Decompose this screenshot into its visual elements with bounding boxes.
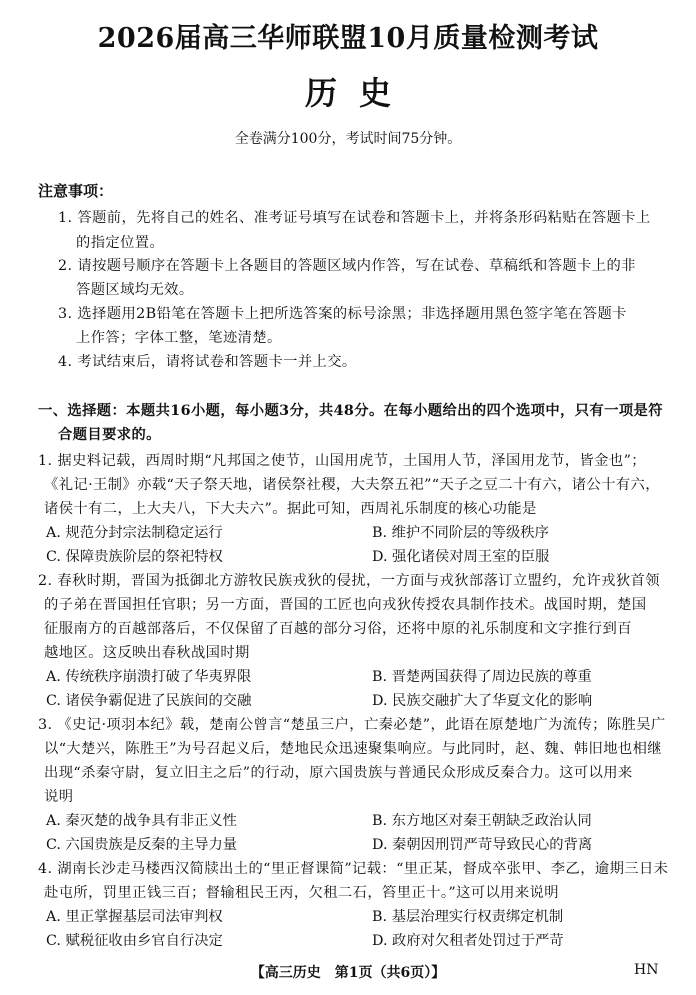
q4-option-a: A. 里正掌握基层司法审判权 (46, 909, 223, 925)
notice-line: 答题区域均无效。 (76, 282, 194, 298)
notice-heading: 注意事项： (38, 182, 114, 200)
q2-stem: 的子弟在晋国担任官职；另一方面，晋国的工匠也向戎狄传授农具制作技术。战国时期，楚国 (44, 597, 647, 613)
notice-line: 1. 答题前，先将自己的姓名、准考证号填写在试卷和答题卡上，并将条形码粘贴在答题卡上 (58, 210, 651, 226)
subject-title: 历史 (304, 74, 413, 112)
q3-stem: 出现“杀秦守尉，复立旧主之后”的行动，原六国贵族与普通民众形成反秦合力。这可以用来 (44, 765, 633, 781)
q1-stem: 1. 据史料记载，西周时期“凡邦国之使节，山国用虎节，土国用人节，泽国用龙节，皆金也”； (38, 453, 646, 469)
q1-stem: 《礼记·王制》亦载“天子祭天地，诸侯祭社稷，大夫祭五祀”“天子之豆二十有六，诸公十有六， (44, 477, 660, 493)
q3-option-d: D. 秦朝因刑罚严苛导致民心的背离 (372, 837, 593, 853)
section-heading-cont: 合题目要求的。 (58, 427, 161, 443)
q3-option-a: A. 秦灭楚的战争具有非正义性 (46, 813, 237, 829)
q3-stem: 以“大楚兴，陈胜王”为号召起义后，楚地民众迅速聚集响应。与此同时，赵、魏、韩旧地也相继 (44, 741, 662, 757)
q1-option-a: A. 规范分封宗法制稳定运行 (46, 525, 223, 541)
q4-stem: 4. 湖南长沙走马楼西汉简牍出土的“里正督课简”记载：“里正某，督成卒张甲、李乙，逾期三日未 (38, 861, 669, 877)
q3-option-b: B. 东方地区对秦王朝缺乏政治认同 (372, 813, 592, 829)
notice-line: 上作答；字体工整，笔迹清楚。 (76, 330, 282, 346)
q2-stem: 越地区。这反映出春秋战国时期 (44, 645, 250, 661)
q1-option-c: C. 保障贵族阶层的祭祀特权 (46, 549, 223, 565)
region-code: HN (634, 962, 659, 978)
q2-option-b: B. 晋楚两国获得了周边民族的尊重 (372, 669, 592, 685)
q1-stem: 诸侯十有二，上大夫八，下大夫六”。据此可知，西周礼乐制度的核心功能是 (44, 501, 537, 517)
q3-stem: 3. 《史记·项羽本纪》载，楚南公曾言“楚虽三户，亡秦必楚”，此语在原楚地广为流传；陈胜吴广 (38, 717, 666, 733)
q2-option-c: C. 诸侯争霸促进了民族间的交融 (46, 693, 252, 709)
exam-meta: 全卷满分100分，考试时间75分钟。 (234, 131, 462, 147)
notice-line: 2. 请按题号顺序在答题卡上各题目的答题区域内作答，写在试卷、草稿纸和答题卡上的非 (58, 258, 636, 274)
section-heading: 一、选择题：本题共16小题，每小题3分，共48分。在每小题给出的四个选项中，只有一项是符 (38, 403, 663, 419)
notice-line: 4. 考试结束后，请将试卷和答题卡一并上交。 (58, 354, 357, 370)
q2-option-d: D. 民族交融扩大了华夏文化的影响 (372, 693, 593, 709)
q3-stem: 说明 (44, 789, 74, 805)
q1-option-b: B. 维护不同阶层的等级秩序 (372, 525, 549, 541)
q1-option-d: D. 强化诸侯对周王室的臣服 (372, 549, 550, 565)
q3-option-c: C. 六国贵族是反秦的主导力量 (46, 837, 238, 853)
q4-option-c: C. 赋税征收由乡官自行决定 (46, 933, 223, 949)
notice-line: 的指定位置。 (76, 235, 165, 251)
q2-option-a: A. 传统秩序崩溃打破了华夷界限 (46, 669, 252, 685)
page-footer: 【高三历史 第1页（共6页）】 (250, 965, 446, 981)
q2-stem: 2. 春秋时期，晋国为抵御北方游牧民族戎狄的侵扰，一方面与戎狄部落订立盟约，允许戎狄首领 (38, 573, 660, 589)
notice-line: 3. 选择题用2B铅笔在答题卡上把所选答案的标号涂黑；非选择题用黑色签字笔在答题卡 (58, 306, 627, 322)
q2-stem: 征服南方的百越部落后，不仅保留了百越的部分习俗，还将中原的礼乐制度和文字推行到百 (44, 621, 632, 637)
q4-option-d: D. 政府对欠租者处罚过于严苛 (372, 933, 564, 949)
q4-stem: 赴屯所，罚里正钱三百；督输租民王丙，欠租二石，笞里正十。”这可以用来说明 (44, 885, 559, 901)
exam-title: 2026届高三华师联盟10月质量检测考试 (97, 23, 599, 54)
q4-option-b: B. 基层治理实行权责绑定机制 (372, 909, 564, 925)
